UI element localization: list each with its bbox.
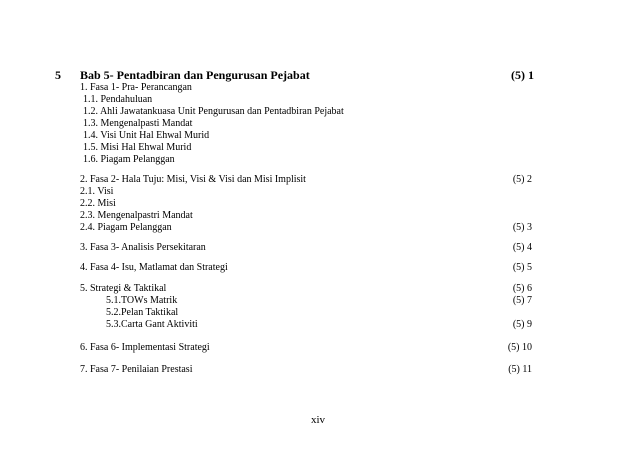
section1-item: 1.6. Piagam Pelanggan xyxy=(83,154,175,165)
section2-item: 2.1. Visi xyxy=(80,186,114,197)
section1-item: 1.4. Visi Unit Hal Ehwal Murid xyxy=(83,130,210,141)
section1-item: 1.3. Mengenalpasti Mandat xyxy=(83,118,193,129)
section1-item: 1.1. Pendahuluan xyxy=(83,94,153,105)
section5-heading: 5. Strategi & Taktikal xyxy=(80,283,167,294)
section3-page: (5) 4 xyxy=(512,242,532,253)
section2-item-page: (5) 3 xyxy=(512,222,532,233)
section2-heading: 2. Fasa 2- Hala Tuju: Misi, Visi & Visi dan Misi Implisit xyxy=(80,174,306,185)
section1-item: 1.2. Ahli Jawatankuasa Unit Pengurusan dan Pentadbiran Pejabat xyxy=(83,106,344,117)
footer-page-number: xiv xyxy=(311,414,326,426)
section2-heading-page: (5) 2 xyxy=(512,174,532,185)
section4-label: 4. Fasa 4- Isu, Matlamat dan Strategi xyxy=(80,262,228,273)
section3-label: 3. Fasa 3- Analisis Persekitaran xyxy=(80,242,206,253)
section6-page: (5) 10 xyxy=(507,342,532,353)
chapter-title: Bab 5- Pentadbiran dan Pengurusan Pejabat xyxy=(80,68,310,82)
section4-page: (5) 5 xyxy=(512,262,532,273)
section5-item: 5.2.Pelan Taktikal xyxy=(106,307,179,318)
section2-item: 2.3. Mengenalpastri Mandat xyxy=(80,210,193,221)
section7-label: 7. Fasa 7- Penilaian Prestasi xyxy=(80,364,193,375)
section5-heading-page: (5) 6 xyxy=(512,283,532,294)
section5-item-page: (5) 9 xyxy=(512,319,532,330)
section1-item: 1.5. Misi Hal Ehwal Murid xyxy=(83,142,192,153)
section5-item-page: (5) 7 xyxy=(512,295,532,306)
section1-heading: 1. Fasa 1- Pra- Perancangan xyxy=(80,82,192,93)
section7-page: (5) 11 xyxy=(508,364,532,375)
section5-item: 5.3.Carta Gant Aktiviti xyxy=(106,319,198,330)
section2-item: 2.2. Misi xyxy=(80,198,116,209)
chapter-number: 5 xyxy=(55,68,61,82)
section5-item: 5.1.TOWs Matrik xyxy=(106,295,178,306)
chapter-page: (5) 1 xyxy=(511,68,534,82)
section6-label: 6. Fasa 6- Implementasi Strategi xyxy=(80,342,210,353)
section2-item: 2.4. Piagam Pelanggan xyxy=(80,222,172,233)
